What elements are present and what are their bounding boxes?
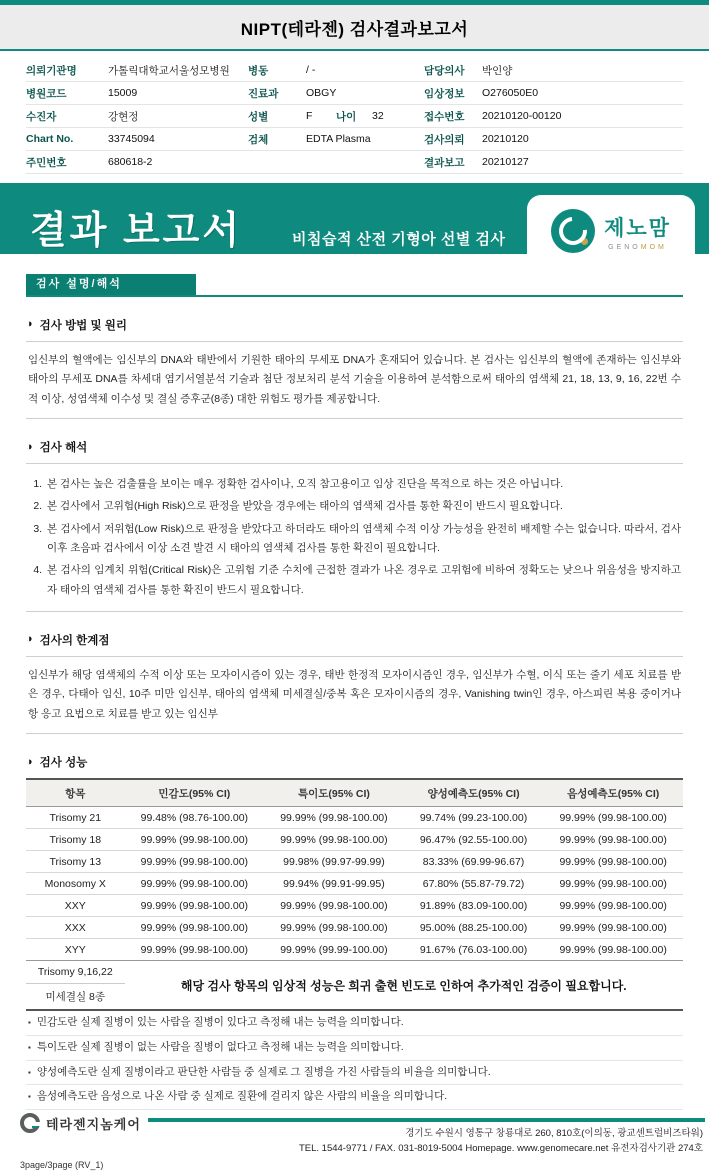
section-title: 검사 설명/해석: [26, 274, 196, 295]
table-cell: 99.99% (99.98-100.00): [543, 895, 683, 917]
page-indicator: 3page/3page (RV_1): [20, 1160, 104, 1170]
banner-subtitle: 비침습적 산전 기형아 선별 검사: [292, 231, 506, 248]
table-cell: 99.99% (99.98-100.00): [264, 917, 404, 939]
table-cell: 99.94% (99.91-99.95): [264, 873, 404, 895]
result-banner: [0, 183, 709, 254]
table-cell: 99.98% (99.97-99.99): [264, 851, 404, 873]
interpretation-item: 3. 본 검사에서 저위험(Low Risk)으로 판정을 받았다고 하더라도 태아의 염색체 수적 이상 가능성을 완전히 배제할 수는 없습니다. 따라서, 검사 이후 초음파 검사에서 이상 소견 발견 시 태아의 염색체 검사를 통한 확진이 필요합니다.: [45, 518, 681, 560]
info-row: [26, 82, 683, 105]
table-row: [26, 961, 683, 984]
half-circle-icon: ◑: [26, 318, 33, 331]
table-row: [26, 873, 683, 895]
info-label: 진료과: [248, 87, 279, 100]
table-cell: 99.99% (99.98-100.00): [543, 807, 683, 829]
info-label: 주민번호: [26, 156, 67, 169]
info-label: 검사의뢰: [424, 133, 465, 146]
method-body: 임신부의 혈액에는 임신부의 DNA와 태반에서 기원한 태아의 무세포 DNA가 혼재되어 있습니다. 본 검사는 임신부의 혈액에 존재하는 임신부와 태아의 무세포 DNA를 차세대 염기서열분석 기술과 첨단 정보처리 분석 기술을 이용하여 분석함으로써 태아의 염색체 21, 18, 13, 9, 16, 22번 수적 이상, 성염색체 이수성 및 결실 증후군(8종) 대한 위험도 평가를 제공합니다.: [26, 341, 683, 419]
info-label: 검체: [248, 133, 269, 146]
table-header-cell: 양성예측도(95% CI): [404, 779, 544, 807]
info-label: 담당의사: [424, 64, 465, 77]
info-value: 강현정: [108, 110, 139, 123]
info-value: 20210120-00120: [482, 110, 562, 122]
info-label: 임상정보: [424, 87, 465, 100]
table-cell: Trisomy 13: [26, 851, 125, 873]
table-cell: 99.99% (99.98-100.00): [543, 917, 683, 939]
genomom-logo-en: GENOMOM: [608, 243, 667, 251]
patient-info: [0, 51, 709, 174]
square-bullet-icon: ▪: [28, 1067, 31, 1077]
table-cell: 96.47% (92.55-100.00): [404, 829, 544, 851]
info-row: [26, 128, 683, 151]
limitations-section-title: ◑ 검사의 한계점: [26, 633, 110, 647]
report-title: NIPT(테라젠) 검사결과보고서: [240, 20, 469, 39]
table-cell: 99.99% (99.98-100.00): [264, 807, 404, 829]
table-cell: 99.48% (98.76-100.00): [125, 807, 265, 829]
square-bullet-icon: ▪: [28, 1042, 31, 1052]
report-header: [0, 0, 709, 51]
table-cell: Trisomy 18: [26, 829, 125, 851]
table-cell: 미세결실 8종: [26, 984, 125, 1011]
table-row: [26, 851, 683, 873]
table-cell: Trisomy 21: [26, 807, 125, 829]
table-cell: 99.99% (99.98-100.00): [125, 829, 265, 851]
genomom-logo-kr: 제노맘: [604, 216, 671, 240]
table-row: [26, 829, 683, 851]
table-cell: 99.99% (99.98-100.00): [125, 873, 265, 895]
half-circle-icon: ◑: [26, 633, 33, 646]
table-cell: 67.80% (55.87-79.72): [404, 873, 544, 895]
theragen-logo: [20, 1113, 141, 1133]
info-label: 결과보고: [424, 156, 465, 169]
table-cell: 99.99% (99.98-100.00): [543, 939, 683, 961]
info-value: 가톨릭대학교서울성모병원: [108, 64, 230, 77]
table-cell: XXY: [26, 895, 125, 917]
interpretation-item: 4. 본 검사의 임계치 위험(Critical Risk)은 고위험 기준 수치에 근접한 결과가 나온 경우로 고위험에 비하여 정확도는 낮으나 위음성을 방지하고자 태아의 염색체 검사를 통한 확진이 반드시 필요합니다.: [45, 560, 681, 602]
interpretation-body: [26, 463, 683, 612]
info-label: 접수번호: [424, 110, 465, 123]
half-circle-icon: ◑: [26, 440, 33, 453]
table-row: [26, 939, 683, 961]
note-item: ▪ 민감도란 실제 질병이 있는 사람을 질병이 있다고 측정해 내는 능력을 의미합니다.: [26, 1011, 683, 1036]
footer-divider: [148, 1118, 705, 1122]
performance-notes: [26, 1011, 683, 1110]
info-row: [26, 59, 683, 82]
table-cell: XYY: [26, 939, 125, 961]
info-value: 680618-2: [108, 156, 153, 168]
table-row: [26, 917, 683, 939]
table-cell: 99.74% (99.23-100.00): [404, 807, 544, 829]
table-cell: 99.99% (99.98-100.00): [543, 851, 683, 873]
table-header-cell: 특이도(95% CI): [264, 779, 404, 807]
table-cell: 99.99% (99.98-100.00): [543, 829, 683, 851]
info-label: 나이: [336, 110, 357, 123]
footer-contact: TEL. 1544-9771 / FAX. 031-8019-5004 Homepage. www.genomecare.net 유전자검사기관 274호: [298, 1143, 703, 1155]
half-circle-icon: ◑: [26, 755, 33, 768]
info-value: 15009: [108, 87, 138, 99]
info-label: 병원코드: [26, 87, 67, 100]
info-label: Chart No.: [26, 133, 74, 145]
table-cell: Trisomy 9,16,22: [26, 961, 125, 984]
info-value: 20210120: [482, 133, 529, 145]
interpretation-section-title: ◑ 검사 해석: [26, 440, 88, 455]
table-cell: 99.99% (99.99-100.00): [264, 939, 404, 961]
info-value: 32: [372, 110, 384, 122]
performance-section-title: ◑ 검사 성능: [26, 755, 88, 769]
table-header-cell: 음성예측도(95% CI): [543, 779, 683, 807]
genomom-logo: [527, 195, 695, 267]
info-value: EDTA Plasma: [306, 133, 371, 145]
info-label: 의뢰기관명: [26, 64, 77, 77]
info-value: OBGY: [306, 87, 337, 99]
table-row: [26, 807, 683, 829]
table-row: [26, 895, 683, 917]
report-body: [0, 254, 709, 1110]
table-header-cell: 항목: [26, 779, 125, 807]
info-label: 성별: [248, 110, 269, 123]
info-value: 33745094: [108, 133, 155, 145]
table-cell: 91.89% (83.09-100.00): [404, 895, 544, 917]
info-row: [26, 105, 683, 128]
table-cell: XXX: [26, 917, 125, 939]
theragen-logo-icon: [20, 1113, 40, 1133]
performance-table: [26, 778, 683, 1011]
table-cell: 99.99% (99.98-100.00): [125, 939, 265, 961]
table-cell: Monosomy X: [26, 873, 125, 895]
footer: [0, 1110, 709, 1174]
table-cell: 99.99% (99.98-100.00): [264, 829, 404, 851]
table-cell: 95.00% (88.25-100.00): [404, 917, 544, 939]
company-name: 테라젠지놈케어: [46, 1116, 141, 1132]
table-cell: 91.67% (76.03-100.00): [404, 939, 544, 961]
footer-address: 경기도 수원시 영통구 창룡대로 260, 810호(이의동, 광교센트럴비즈타워): [405, 1128, 703, 1139]
table-header-cell: 민감도(95% CI): [125, 779, 265, 807]
table-cell: 99.99% (99.98-100.00): [543, 873, 683, 895]
info-value: 박인양: [482, 64, 513, 77]
info-value: O276050E0: [482, 87, 539, 99]
banner-title: 결과 보고서: [30, 210, 243, 252]
note-item: ▪ 특이도란 실제 질병이 없는 사람을 질병이 없다고 측정해 내는 능력을 의미합니다.: [26, 1036, 683, 1061]
method-section-title: ◑ 검사 방법 및 원리: [26, 318, 128, 332]
info-label: 수진자: [26, 110, 57, 123]
section-header-rule: [26, 274, 683, 297]
info-value: / -: [306, 64, 316, 76]
info-value: 20210127: [482, 156, 529, 168]
info-label: 병동: [248, 64, 269, 77]
table-cell: 99.99% (99.98-100.00): [125, 917, 265, 939]
table-cell: 99.99% (99.98-100.00): [125, 895, 265, 917]
interpretation-item: 2. 본 검사에서 고위험(High Risk)으로 판정을 받았을 경우에는 태아의 염색체 검사를 통한 확진이 반드시 필요합니다.: [45, 496, 681, 518]
info-value: F: [306, 110, 313, 122]
info-row: [26, 151, 683, 174]
note-item: ▪ 음성예측도란 음성으로 나온 사람 중 실제로 질환에 걸리지 않은 사람의 비율을 의미합니다.: [26, 1085, 683, 1110]
square-bullet-icon: ▪: [28, 1092, 31, 1102]
interpretation-item: 1. 본 검사는 높은 검출률을 보이는 매우 정확한 검사이나, 오직 참고용이고 임상 진단을 목적으로 하는 것은 아닙니다.: [45, 473, 681, 495]
square-bullet-icon: ▪: [28, 1018, 31, 1027]
table-cell: 99.99% (99.98-100.00): [264, 895, 404, 917]
table-note: 해당 검사 항목의 임상적 성능은 희귀 출현 빈도로 인하여 추가적인 검증이 필요합니다.: [125, 961, 683, 1011]
table-cell: 99.99% (99.98-100.00): [125, 851, 265, 873]
note-item: ▪ 양성예측도란 실제 질병이라고 판단한 사람들 중 실제로 그 질병을 가진 사람들의 비율을 의미합니다.: [26, 1061, 683, 1086]
limitations-body: 임신부가 해당 염색체의 수적 이상 또는 모자이시즘이 있는 경우, 태반 한정적 모자이시즘인 경우, 임신부가 수혈, 이식 또는 줄기 세포 치료를 받은 경우, 다태아 임신, 10주 미만 임신부, 태아의 염색체 미세결실/중복 혹은 모자이시즘의 경우, Vanishing twin인 경우, 아스피린 복용 중이거나 항 응고 요법으로 치료를 받고 있는 임신부: [26, 656, 683, 734]
table-cell: 83.33% (69.99-96.67): [404, 851, 544, 873]
genomom-logo-icon: [551, 209, 595, 253]
